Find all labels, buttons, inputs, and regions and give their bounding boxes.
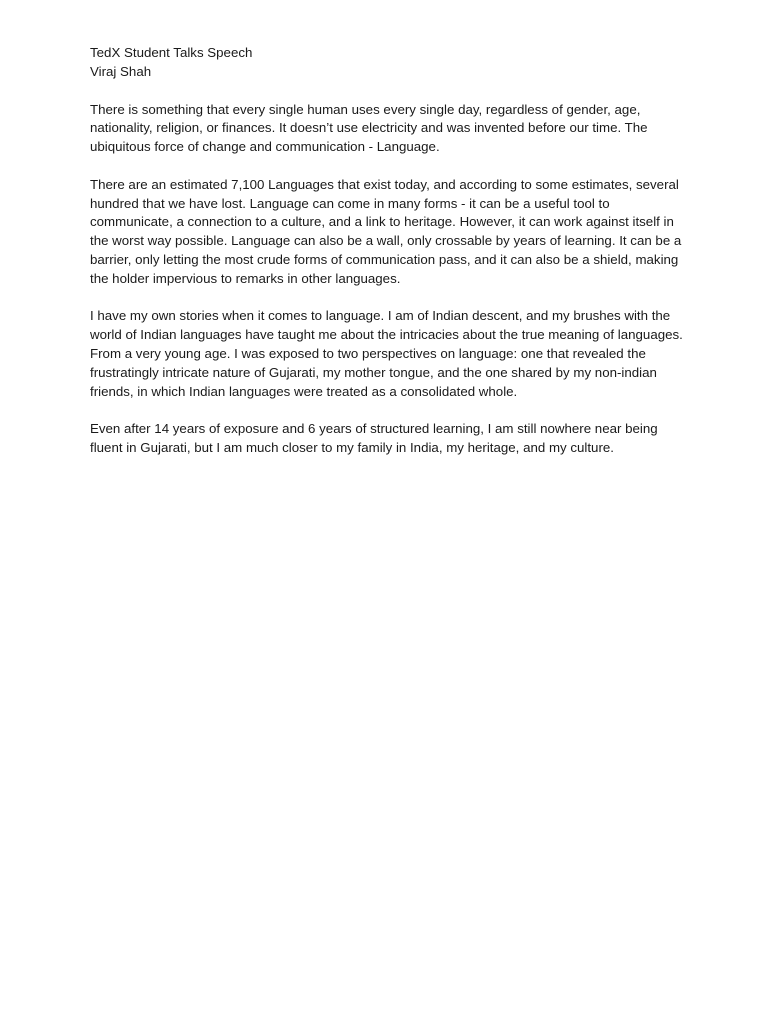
document-header [90, 44, 690, 82]
paragraph-1: There is something that every single human uses every single day, regardless of gender, age, nationality, religion, or finances. It doesn’t use electricity and was invented before our time. The ubiquitous force of change and communication - Language. [90, 101, 648, 155]
paragraph-2: There are an estimated 7,100 Languages that exist today, and according to some estimates, several hundred that we have lost. Language can come in many forms - it can be a useful tool to communicate, a connection to a culture, and a link to heritage. However, it can work against itself in the worst way possible. Language can also be a wall, only crossable by years of learning. It can be a barrier, only letting the most crude forms of communication pass, and it can also be a shield, making the holder impervious to remarks in other languages. [90, 176, 682, 286]
document-title: TedX Student Talks Speech [90, 45, 253, 60]
document-author: Viraj Shah [90, 63, 152, 79]
paragraph-4: Even after 14 years of exposure and 6 years of structured learning, I am still nowhere near being fluent in Gujarati, but I am much closer to my family in India, my heritage, and my culture. [90, 421, 658, 455]
paragraph-3: I have my own stories when it comes to language. I am of Indian descent, and my brushes with the world of Indian languages have taught me about the intricacies about the true meaning of languages. From a very young age. I was exposed to two perspectives on language: one that revealed the frustratingly intricate nature of Gujarati, my mother tongue, and the one shared by my non-indian friends, in which Indian languages were treated as a consolidated whole. [90, 308, 683, 399]
document-body [90, 44, 690, 477]
